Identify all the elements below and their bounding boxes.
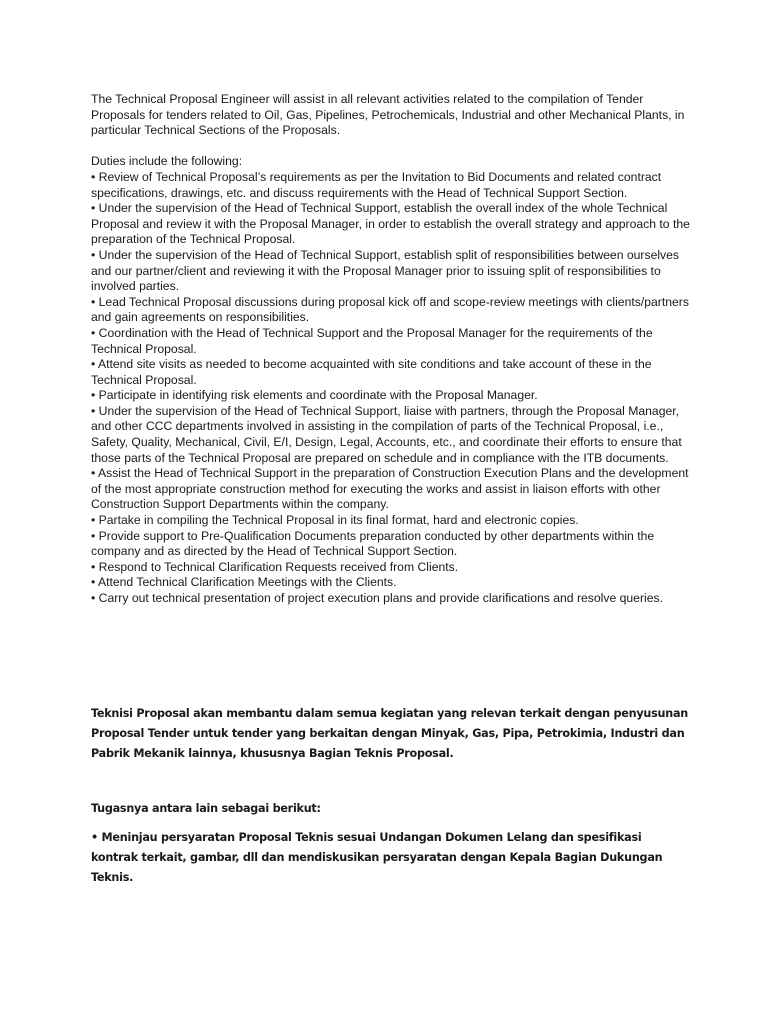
duty-item: • Under the supervision of the Head of Technical Support, establish split of responsibilities between ourselves and our partner/client and reviewing it with the Proposal Manager prior to issuing split of responsibilities to involved parties. bbox=[91, 247, 680, 294]
indonesian-duty-item: • Meninjau persyaratan Proposal Teknis sesuai Undangan Dokumen Lelang dan spesifikasi kontrak terkait, gambar, dll dan mendiskusikan persyaratan dengan Kepala Bagian Dukungan Teknis. bbox=[91, 831, 663, 884]
duty-item: • Carry out technical presentation of project execution plans and provide clarifications and resolve queries. bbox=[91, 591, 663, 605]
indonesian-intro-paragraph: Teknisi Proposal akan membantu dalam semua kegiatan yang relevan terkait dengan penyusunan Proposal Tender untuk tender yang berkaitan dengan Minyak, Gas, Pipa, Petrokimia, Industri dan Pabrik Mekanik lainnya, khususnya Bagian Teknis Proposal. bbox=[91, 707, 688, 760]
english-intro-paragraph: The Technical Proposal Engineer will assist in all relevant activities related to the compilation of Tender Proposals for tenders related to Oil, Gas, Pipelines, Petrochemicals, Industrial and other Mechanical Plants, in particular Technical Sections of the Proposals. bbox=[91, 92, 685, 138]
duty-item: • Review of Technical Proposal’s requirements as per the Invitation to Bid Documents and related contract specifications, drawings, etc. and discuss requirements with the Head of Technical Support Section. bbox=[91, 169, 662, 200]
duty-item: • Respond to Technical Clarification Requests received from Clients. bbox=[91, 559, 459, 574]
english-duties-heading: Duties include the following: bbox=[91, 154, 243, 169]
duty-item: • Lead Technical Proposal discussions during proposal kick off and scope-review meetings with clients/partners and gain agreements on responsibilities. bbox=[91, 294, 689, 325]
paragraph-gap bbox=[91, 139, 691, 155]
duty-item: • Coordination with the Head of Technical Support and the Proposal Manager for the requirements of the Technical Proposal. bbox=[91, 325, 653, 356]
duty-item: • Attend site visits as needed to become acquainted with site conditions and take account of these in the Technical Proposal. bbox=[91, 357, 652, 387]
duty-item: • Attend Technical Clarification Meetings with the Clients. bbox=[91, 575, 397, 590]
duty-item: • Under the supervision of the Head of Technical Support, establish the overall index of the whole Technical Proposal and review it with the Proposal Manager, in order to establish the overall strategy and approach to the preparation of the Technical Proposal. bbox=[91, 201, 690, 247]
english-section bbox=[91, 92, 691, 607]
duty-item: • Participate in identifying risk elements and coordinate with the Proposal Manager. bbox=[91, 388, 538, 403]
duty-item: • Assist the Head of Technical Support in the preparation of Construction Execution Plans and the development of the most appropriate construction method for executing the works and assist in liaison efforts with other Construction Support Departments within the company. bbox=[91, 466, 689, 512]
duty-item: • Under the supervision of the Head of Technical Support, liaise with partners, through the Proposal Manager, and other CCC departments involved in assisting in the compilation of parts of the Technical Proposal, i.e., Safety, Quality, Mechanical, Civil, E/I, Design, Legal, Accounts, etc., and coordinate their efforts to ensure that those parts of the Technical Proposal are prepared on schedule and in compliance with the ITB documents. bbox=[91, 403, 682, 465]
indonesian-duties-heading: Tugasnya antara lain sebagai berikut: bbox=[91, 802, 321, 815]
duty-item: • Provide support to Pre-Qualification Documents preparation conducted by other departments within the company and as directed by the Head of Technical Support Section. bbox=[91, 528, 655, 559]
duty-item: • Partake in compiling the Technical Proposal in its final format, hard and electronic copies. bbox=[91, 513, 579, 528]
